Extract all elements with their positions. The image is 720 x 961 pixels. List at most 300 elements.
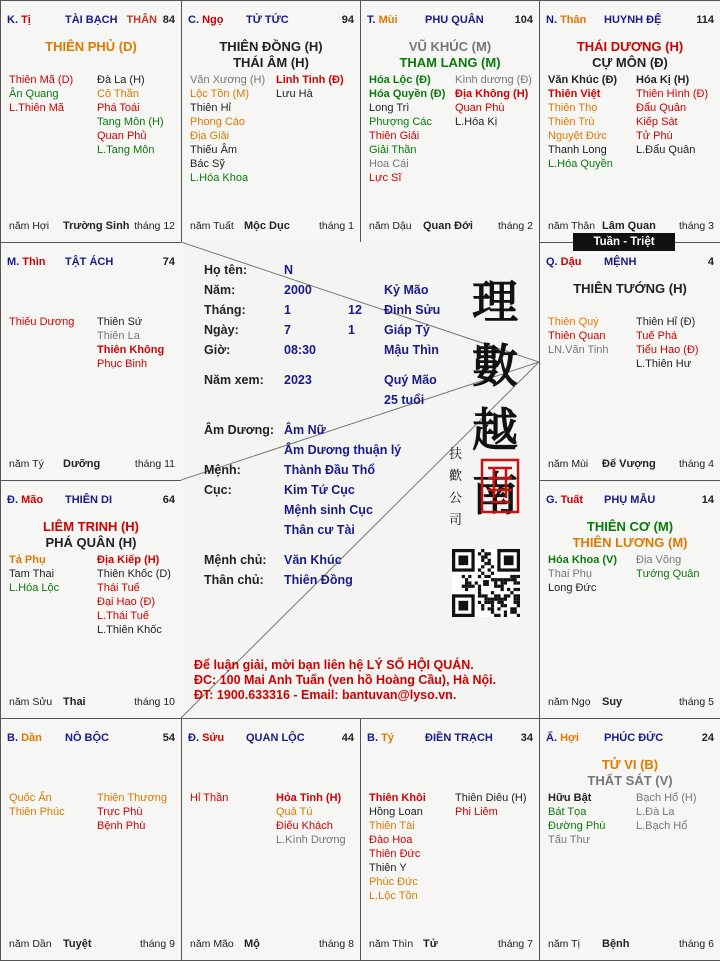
info-year-label: Năm: [204,283,236,297]
main-star: THIÊN LƯƠNG (M) [572,535,688,550]
minor-star: Long Đức [548,582,597,594]
left-stars [9,73,73,115]
info-view-can: Quý Mão [384,373,437,387]
minor-star: Hỉ Thần [190,792,229,804]
minor-star: L.Hóa Quyền [548,158,613,170]
palace-branch-name: Tị [21,14,31,26]
calligraphy-char: 理 [472,275,518,329]
minor-star: Đại Hao (Đ) [97,596,156,608]
contact-address: ĐC: 100 Mai Anh Tuấn (ven hồ Hoàng Cầu), Hà Nội. [194,673,497,687]
contact-block [194,658,496,703]
palace-footer [548,696,714,708]
main-stars [1,39,181,55]
right-stars [455,73,532,129]
info-cuc-label: Cục: [204,483,232,497]
minor-star: Hữu Bật [548,792,592,804]
info-month-lunar: 12 [348,303,362,317]
palace-number: 4 [707,256,714,268]
right-stars [276,791,346,847]
palace-footer [548,220,714,232]
palace-name: THIÊN DI [65,494,113,506]
minor-star: Thiên La [97,330,140,342]
info-view-label: Năm xem: [204,373,264,387]
palace-name: NÔ BỘC [65,732,109,744]
minor-star: Thiên Phúc [9,806,65,818]
info-cuc-detail1: Mệnh sinh Cục [284,503,373,517]
info-day-label: Ngày: [204,323,239,337]
minor-star: Thiên Hỉ (Đ) [636,316,696,328]
minor-star: Tam Thai [9,568,55,580]
palace-name: QUAN LỘC [246,732,305,744]
info-cuc-detail2: Thân cư Tài [284,523,355,537]
info-amduong-value: Âm Nữ [284,423,326,437]
info-amduong-detail: Âm Dương thuận lý [284,443,402,457]
info-name-label: Họ tên: [204,263,248,277]
minor-star: Thiên Quý [548,316,599,328]
main-stars [361,39,539,71]
info-day-lunar: 1 [348,323,355,337]
main-star: THIÊN ĐỒNG (H) [219,39,323,54]
minor-star: Trực Phù [97,806,143,818]
info-hour-value: 08:30 [284,343,316,357]
palace-branch-name: Sửu [202,732,225,744]
minor-star: Thai Phụ [548,568,593,580]
palace-cell[interactable] [360,0,540,243]
contact-line-1: Để luận giải, mời bạn liên hệ LÝ SỐ HỘI QUÁN. [194,658,474,672]
minor-star: Địa Không (H) [455,88,529,100]
info-thanchu-label: Thân chủ: [204,573,264,587]
minor-star: Phong Cáo [190,116,246,128]
palace-branch [188,732,224,744]
palace-number: 84 [162,14,175,26]
palace-month: tháng 11 [134,458,175,470]
palace-name: PHỤ MẪU [604,494,656,506]
palace-header [7,14,175,30]
palace-header [367,732,533,748]
left-stars [190,791,228,805]
minor-star: Thanh Long [548,144,607,156]
left-stars [9,791,65,819]
main-stars [1,519,181,551]
palace-header [188,14,354,30]
palace-cell[interactable] [0,242,182,481]
info-name-value: N [284,263,294,277]
palace-name: TẬT ÁCH [65,256,114,268]
palace-name: MỆNH [604,256,637,268]
palace-stem: Đ. [7,494,22,506]
main-star: VŨ KHÚC (M) [408,39,492,54]
right-stars [636,791,697,833]
palace-branch [546,732,579,744]
palace-branch [188,14,223,26]
contact-phone-email[interactable]: ĐT: 1900.633316 - Email: bantuvan@lyso.vn. [194,688,457,702]
palace-stage: Bệnh [602,938,630,950]
small-vertical-text [449,444,465,532]
palace-number: 114 [696,14,714,26]
palace-stem: T. [367,14,379,26]
main-stars [540,39,720,71]
main-stars [540,757,720,789]
main-star: THÁI DƯƠNG (H) [576,39,684,54]
left-stars [9,553,59,595]
minor-star: Linh Tinh (Đ) [276,74,344,86]
palace-footer [190,220,354,232]
info-menhchu-label: Mệnh chủ: [204,553,267,567]
tuan-triet-badge: Tuần - Triệt [573,233,675,251]
right-stars [97,553,171,637]
than-tag: THÂN [126,14,157,26]
minor-star: Địa Giải [190,130,230,142]
minor-star: Hỏa Tinh (H) [276,792,342,804]
minor-star: Tang Môn (H) [97,116,164,128]
minor-star: Lộc Tồn (M) [190,88,250,100]
minor-star: Thiên Đức [369,848,421,860]
palace-stem: Q. [546,256,561,268]
palace-stem: M. [7,256,23,268]
minor-star: Điếu Khách [276,820,333,832]
minor-star: Thiếu Dương [9,316,75,328]
palace-year: năm Dậu [369,220,412,232]
palace-year: năm Mùi [548,458,589,470]
minor-star: L.Tang Môn [97,144,155,156]
right-stars [455,791,527,819]
palace-name: TỬ TỨC [246,14,289,26]
palace-year: năm Tý [9,458,44,470]
left-stars [548,315,609,357]
calligraphy-char: 南 [472,467,518,521]
palace-branch [546,494,583,506]
palace-month: tháng 12 [134,220,175,232]
minor-star: Phượng Các [369,116,432,128]
minor-star: Lực Sĩ [369,172,402,184]
palace-cell[interactable] [539,242,720,481]
palace-number: 44 [341,732,354,744]
palace-branch [7,732,42,744]
minor-star: Phục Binh [97,358,148,370]
palace-number: 14 [701,494,714,506]
palace-footer [190,938,354,950]
right-stars [97,315,164,371]
minor-star: Bạch Hổ (H) [636,792,697,804]
main-star: THIÊN PHỦ (D) [45,39,137,54]
palace-month: tháng 3 [678,220,714,232]
minor-star: Quan Phù [455,102,505,114]
main-star: PHÁ QUÂN (H) [45,535,137,550]
palace-header [7,494,175,510]
palace-branch-name: Mùi [378,14,398,26]
right-stars [97,791,167,833]
palace-month: tháng 2 [497,220,533,232]
palace-branch-name: Mão [21,494,44,506]
palace-stem: N. [546,14,561,26]
palace-branch [546,256,581,268]
minor-star: Hoa Cái [369,158,409,170]
palace-header [188,732,354,748]
palace-stem: G. [546,494,561,506]
palace-stage: Trường Sinh [63,220,130,232]
palace-branch [7,256,46,268]
minor-star: L.Bạch Hổ [636,820,688,832]
minor-star: Văn Khúc (Đ) [548,74,618,86]
minor-star: Văn Xương (H) [190,74,266,86]
main-star: THIÊN CƠ (M) [586,519,674,534]
minor-star: L.Hóa Khoa [190,172,249,184]
info-view-value: 2023 [284,373,312,387]
palace-stage: Suy [602,696,623,708]
info-thanchu-value: Thiên Đồng [284,573,353,587]
main-star: THAM LANG (M) [399,55,501,70]
minor-star: Tả Phụ [9,554,46,566]
minor-star: Thiên Thương [97,792,168,804]
left-stars [369,73,445,185]
left-stars [548,791,605,847]
minor-star: Bác Sỹ [190,158,225,170]
palace-header [546,14,714,30]
palace-cell[interactable] [0,0,182,243]
minor-star: Địa Võng [636,554,682,566]
minor-star: Thiên Khốc (D) [97,568,171,580]
palace-stage: Mộc Dục [244,220,290,232]
info-day-can: Giáp Tý [384,323,430,337]
minor-star: Hóa Lộc (Đ) [369,74,431,86]
palace-number: 54 [162,732,175,744]
minor-star: Kình dương (Đ) [455,74,532,86]
right-stars [97,73,164,157]
qr-code-icon[interactable] [452,549,520,617]
palace-branch-name: Tuất [560,494,584,506]
palace-footer [548,458,714,470]
info-day-value: 7 [284,323,291,337]
minor-star: Bệnh Phù [97,820,146,832]
minor-star: Tướng Quân [636,568,700,580]
minor-star: Quan Phủ [97,130,147,142]
palace-header [546,732,714,748]
palace-cell[interactable] [0,718,182,961]
minor-star: Tuế Phá [636,330,678,342]
small-char: 扶 [449,447,463,462]
palace-month: tháng 5 [678,696,714,708]
right-stars [636,73,708,157]
calligraphy-char: 數 [472,339,518,393]
minor-star: Thiên Quan [548,330,606,342]
minor-star: Hóa Kị (H) [636,74,690,86]
palace-cell[interactable] [0,480,182,719]
left-stars [369,791,426,903]
minor-star: Thiên Khôi [369,792,426,804]
palace-number: 74 [162,256,175,268]
minor-star: Thiên Giải [369,130,420,142]
minor-star: Thiên Thọ [548,102,598,114]
palace-stage: Mộ [244,938,260,950]
minor-star: Long Trì [369,102,410,114]
minor-star: Quả Tú [276,806,313,818]
palace-month: tháng 10 [134,696,175,708]
info-year-can: Kỷ Mão [384,283,429,297]
palace-header [7,256,175,272]
palace-cell[interactable] [360,718,540,961]
minor-star: Thiên Sứ [97,316,143,328]
palace-number: 64 [162,494,175,506]
palace-month: tháng 9 [139,938,175,950]
palace-cell[interactable] [539,0,720,243]
info-cuc-value: Kim Tứ Cục [284,483,355,497]
palace-header [546,256,714,272]
palace-stem: Ấ. [546,732,561,744]
minor-star: Thiên Hỉ [190,102,231,114]
palace-stage: Quan Đới [423,220,473,232]
info-amduong-label: Âm Dương: [204,423,275,437]
palace-year: năm Dần [9,938,52,950]
palace-month: tháng 7 [497,938,533,950]
palace-cell[interactable] [181,718,361,961]
minor-star: Ân Quang [9,88,59,100]
palace-footer [369,938,533,950]
palace-stem: K. [7,14,22,26]
minor-star: Đào Hoa [369,834,413,846]
minor-star: L.Kình Dương [276,834,346,846]
palace-header [367,14,533,30]
palace-stem: B. [367,732,382,744]
info-menh-label: Mệnh: [204,463,241,477]
minor-star: L.Hóa Lộc [9,582,60,594]
palace-header [546,494,714,510]
right-stars [636,553,700,581]
palace-stage: Tuyệt [63,938,92,950]
palace-footer [369,220,533,232]
info-menhchu-value: Văn Khúc [284,553,342,567]
small-char: 歡 [449,469,463,484]
minor-star: Thái Tuế [97,582,140,594]
main-star: CỰ MÔN (Đ) [592,55,668,70]
calligraphy-char: 越 [472,403,518,457]
main-star: LIÊM TRINH (H) [42,519,140,534]
minor-star: Thiên Y [369,862,407,874]
minor-star: L.Hóa Kị [455,116,498,128]
palace-name: PHÚC ĐỨC [604,732,664,744]
minor-star: Giải Thần [369,144,417,156]
main-stars [540,281,720,297]
minor-star: Phá Toái [97,102,140,114]
palace-footer [9,458,175,470]
minor-star: L.Đà La [636,806,675,818]
palace-year: năm Mão [190,938,234,950]
palace-name: TÀI BẠCH [65,14,118,26]
small-char: 司 [449,513,463,528]
palace-number: 94 [341,14,354,26]
palace-year: năm Sửu [9,696,53,708]
minor-star: Tiểu Hao (Đ) [636,344,699,356]
main-star: THIÊN TƯỚNG (H) [573,281,687,296]
minor-star: Quốc Ấn [9,792,52,804]
minor-star: Thiếu Âm [190,144,238,156]
minor-star: L.Thiên Hư [636,358,692,370]
minor-star: Thiên Không [97,344,165,356]
minor-star: Hồng Loan [369,806,423,818]
palace-month: tháng 8 [318,938,354,950]
main-star: THÁI ÂM (H) [233,55,309,70]
minor-star: Nguyệt Đức [548,130,607,142]
palace-header [7,732,175,748]
palace-year: năm Ngọ [548,696,591,708]
palace-branch [367,732,394,744]
info-month-label: Tháng: [204,303,246,317]
palace-branch [7,494,43,506]
palace-name: ĐIỀN TRẠCH [425,732,493,744]
minor-star: Lưu Hà [276,88,313,100]
minor-star: Đẩu Quân [636,102,687,114]
minor-star: L.Đẩu Quân [636,144,696,156]
palace-branch-name: Dần [21,732,42,744]
info-month-can: Đinh Sửu [384,303,441,317]
minor-star: Bát Tọa [548,806,587,818]
info-month-value: 1 [284,303,291,317]
info-year-value: 2000 [284,283,312,297]
minor-star: Tấu Thư [548,834,591,846]
minor-star: Thiên Mã (D) [9,74,74,86]
info-menh-value: Thành Đầu Thổ [284,463,375,477]
palace-branch-name: Thìn [22,256,46,268]
palace-stem: C. [188,14,203,26]
palace-month: tháng 4 [678,458,714,470]
left-stars [9,315,74,329]
palace-branch [7,14,31,26]
palace-footer [9,938,175,950]
left-stars [548,553,617,595]
right-stars [636,315,699,371]
palace-stage: Thai [63,696,86,708]
palace-branch-name: Hợi [560,732,579,744]
palace-cell[interactable] [539,718,720,961]
minor-star: Hóa Khoa (V) [548,554,618,566]
palace-stage: Đế Vượng [602,458,656,470]
palace-stem: Đ. [188,732,203,744]
minor-star: Hóa Quyền (Đ) [369,88,446,100]
palace-stage: Tử [423,938,438,950]
palace-stem: B. [7,732,22,744]
minor-star: Thiên Trù [548,116,595,128]
red-seal-stamp [480,456,520,516]
minor-star: Đà La (H) [97,74,145,86]
minor-star: Cô Thần [97,88,139,100]
left-stars [190,73,265,185]
minor-star: Tử Phù [636,130,673,142]
palace-year: năm Tị [548,938,580,950]
info-hour-can: Mậu Thìn [384,343,439,357]
minor-star: L.Lộc Tồn [369,890,418,902]
minor-star: L.Thiên Mã [9,102,65,114]
minor-star: Thiên Tài [369,820,415,832]
palace-cell[interactable] [539,480,720,719]
minor-star: Thiên Việt [548,88,601,100]
main-stars [540,519,720,551]
minor-star: Kiếp Sát [636,116,678,128]
palace-cell[interactable] [181,0,361,243]
palace-footer [548,938,714,950]
left-stars [548,73,617,171]
info-age: 25 tuổi [384,393,425,407]
palace-branch-name: Ngọ [202,14,224,26]
palace-footer [9,696,175,708]
palace-year: năm Thân [548,220,596,232]
palace-number: 34 [520,732,533,744]
small-char: 公 [449,491,463,506]
main-star: TỬ VI (B) [601,757,659,772]
palace-branch-name: Dậu [560,256,582,268]
palace-year: năm Hợi [9,220,50,232]
minor-star: Thiên Hình (Đ) [636,88,709,100]
info-hour-label: Giờ: [204,343,231,357]
minor-star: Thiên Diêu (H) [455,792,527,804]
